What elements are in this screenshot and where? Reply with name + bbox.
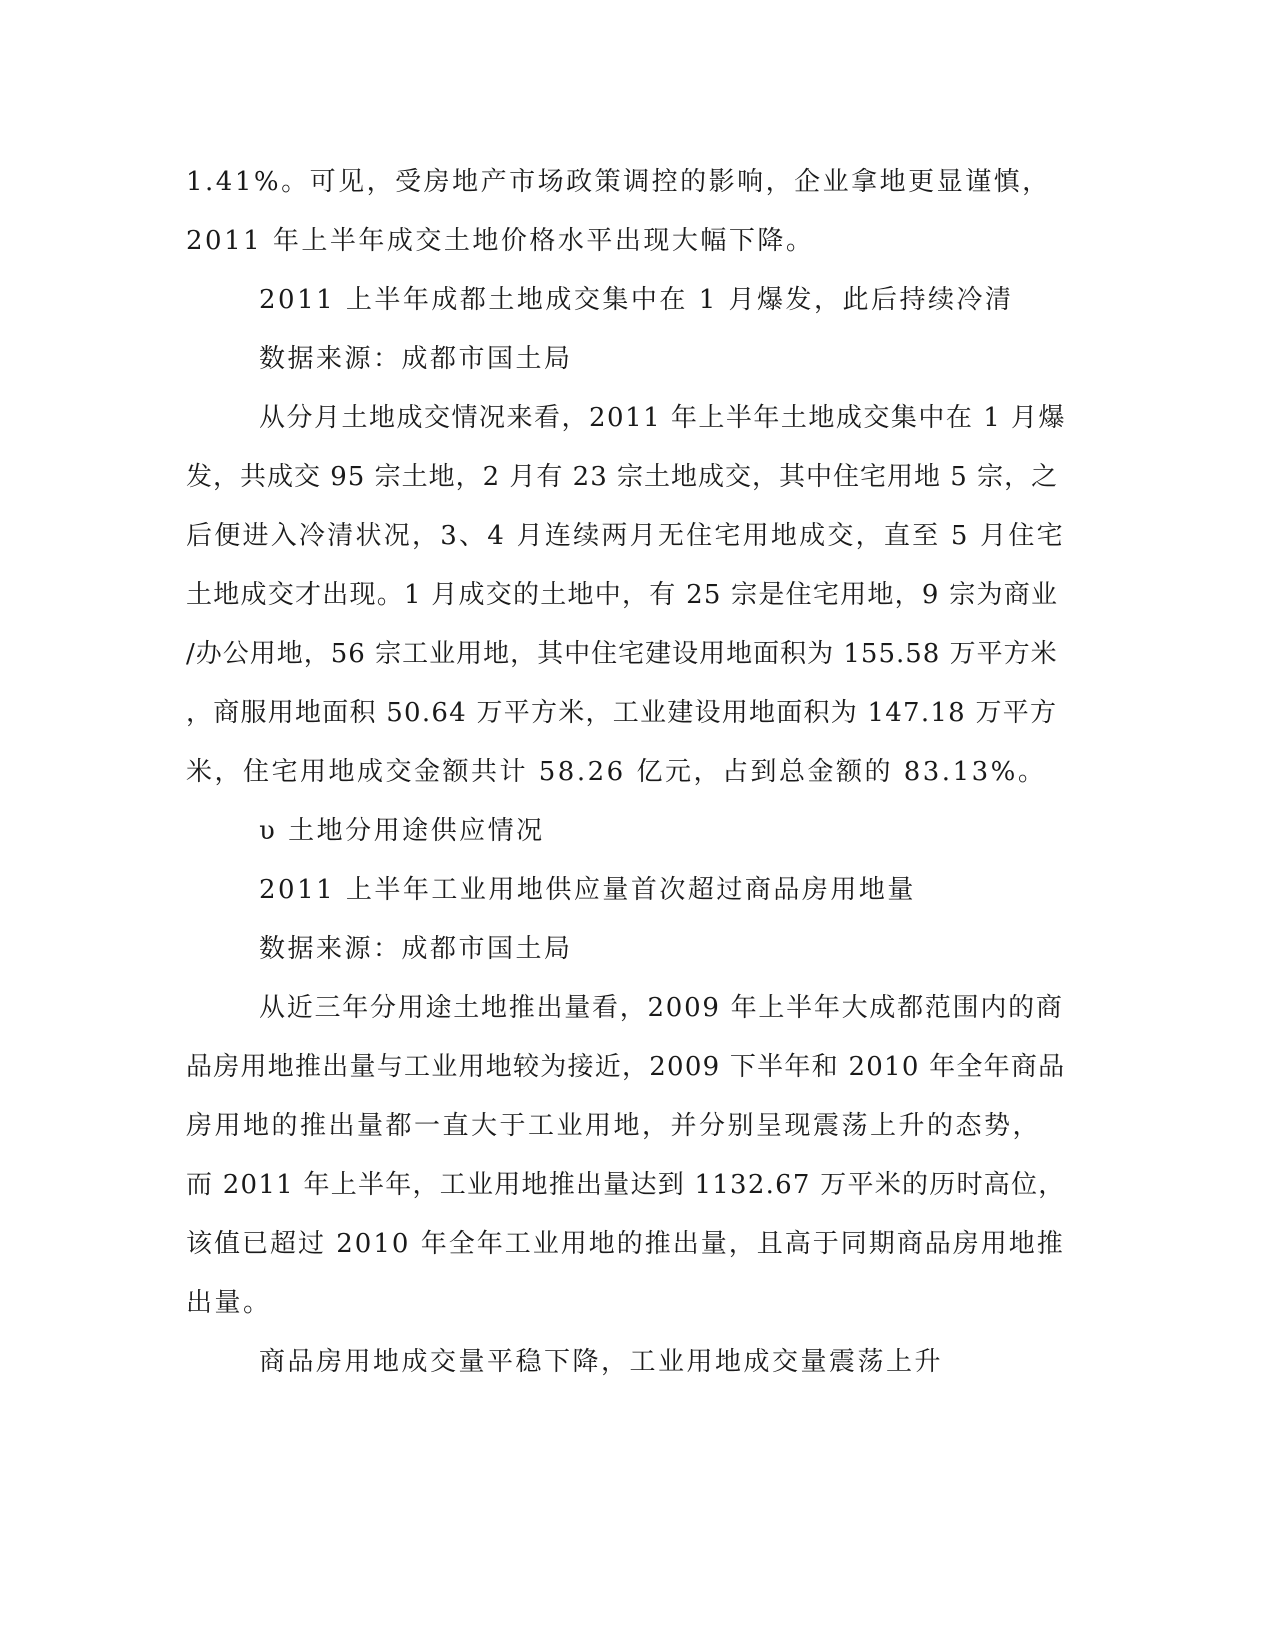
paragraph-line: 品房用地推出量与工业用地较为接近，2009 下半年和 2010 年全年商品 [186,1052,1066,1082]
paragraph-line: 房用地的推出量都一直大于工业用地，并分别呈现震荡上升的态势， [186,1111,1042,1141]
paragraph-line: 出量。 [186,1288,272,1318]
paragraph-line: 该值已超过 2010 年全年工业用地的推出量，且高于同期商品房用地推 [186,1229,1065,1259]
paragraph-line: 而 2011 年上半年，工业用地推出量达到 1132.67 万平米的历时高位， [186,1170,1066,1200]
paragraph-line: 2011 年上半年成交土地价格水平出现大幅下降。 [186,226,815,256]
paragraph-line: 从分月土地成交情况来看，2011 年上半年土地成交集中在 1 月爆 [259,403,1067,433]
figure-caption: 2011 上半年工业用地供应量首次超过商品房用地量 [259,875,916,905]
paragraph-line: 土地成交才出现。1 月成交的土地中，有 25 宗是住宅用地，9 宗为商业 [186,580,1059,610]
paragraph-line: /办公用地，56 宗工业用地，其中住宅建设用地面积为 155.58 万平方米 [186,639,1058,669]
paragraph-line: 发，共成交 95 宗土地，2 月有 23 宗土地成交，其中住宅用地 5 宗，之 [186,462,1059,492]
paragraph-line: ，商服用地面积 50.64 万平方米，工业建设用地面积为 147.18 万平方 [186,698,1058,728]
data-source-note: 数据来源：成都市国土局 [259,934,573,964]
paragraph-line: 后便进入冷清状况，3、4 月连续两月无住宅用地成交，直至 5 月住宅 [186,521,1065,551]
paragraph-line: 从近三年分用途土地推出量看，2009 年上半年大成都范围内的商 [259,993,1064,1023]
data-source-note: 数据来源：成都市国土局 [259,344,573,374]
paragraph-line: 米，住宅用地成交金额共计 58.26 亿元，占到总金额的 83.13%。 [186,757,1047,787]
figure-caption: 商品房用地成交量平稳下降，工业用地成交量震荡上升 [259,1347,944,1377]
figure-caption: 2011 上半年成都土地成交集中在 1 月爆发，此后持续冷清 [259,285,1014,315]
section-heading: υ 土地分用途供应情况 [259,816,545,846]
paragraph-line: 1.41%。可见，受房地产市场政策调控的影响，企业拿地更显谨慎， [186,167,1051,197]
